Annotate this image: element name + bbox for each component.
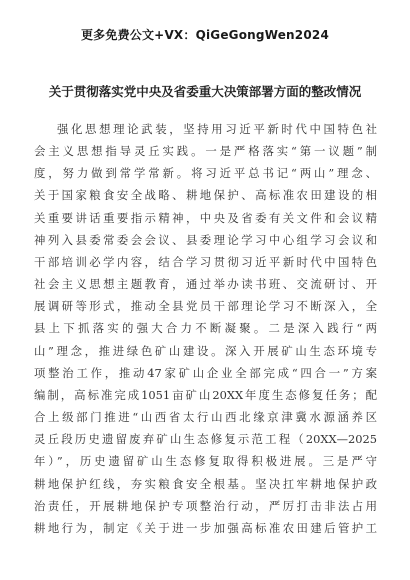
body-line: 项整治工作，推动47家矿山企业全部完成“四合一”方案 [34, 365, 377, 380]
body-line: 耕地行为，制定《关于进一步加强高标准农田建后管护工 [34, 520, 377, 535]
body-line: 编制，高标准完成1051亩矿山20XX年度生态修复任务；配 [34, 387, 377, 402]
body-line: 会主义思想指导灵丘实践。一是严格落实“第一议题”制 [34, 144, 377, 159]
body-line: 干部培训必学内容，结合学习贯彻习近平新时代中国特色 [34, 254, 377, 269]
body-line: 神列入县委常委会会议、县委理论学习中心组学习会议和 [34, 232, 377, 247]
document-body [34, 118, 377, 539]
body-line: 耕地保护红线，夯实粮食安全根基。坚决扛牢耕地保护政 [34, 476, 377, 491]
body-line: 关重要讲话重要指示精神，中央及省委有关文件和会议精 [34, 210, 377, 225]
body-line: 灵丘段历史遗留废弃矿山生态修复示范工程（20XX—2025 [34, 432, 377, 447]
body-line: 社会主义思想主题教育，通过举办读书班、交流研讨、开 [34, 277, 377, 292]
body-line: 合上级部门推进“山西省太行山西北缘京津冀水源涵养区 [34, 410, 377, 425]
body-line: 强化思想理论武装，坚持用习近平新时代中国特色社 [57, 122, 377, 136]
body-line: 治责任，开展耕地保护专项整治行动，严厉打击非法占用 [34, 498, 377, 513]
body-line: 展调研等形式，推动全县党员干部理论学习不断深入，全 [34, 299, 377, 314]
document-title: 关于贯彻落实党中央及省委重大决策部署方面的整改情况 [48, 84, 362, 99]
body-line: 关于国家粮食安全战略、耕地保护、高标准农田建设的相 [34, 188, 377, 203]
body-line: 山”理念，推进绿色矿山建设。深入开展矿山生态环境专 [34, 343, 377, 358]
body-line: 县上下抓落实的强大合力不断凝聚。二是深入践行“两 [34, 321, 377, 336]
promo-watermark: 更多免费公文+VX：QiGeGongWen2024 [80, 28, 329, 42]
body-line: 年）”，历史遗留矿山生态修复取得积极进展。三是严守 [34, 454, 377, 469]
body-line: 度，努力做到常学常新。将习近平总书记“两山”理念、 [34, 166, 377, 181]
